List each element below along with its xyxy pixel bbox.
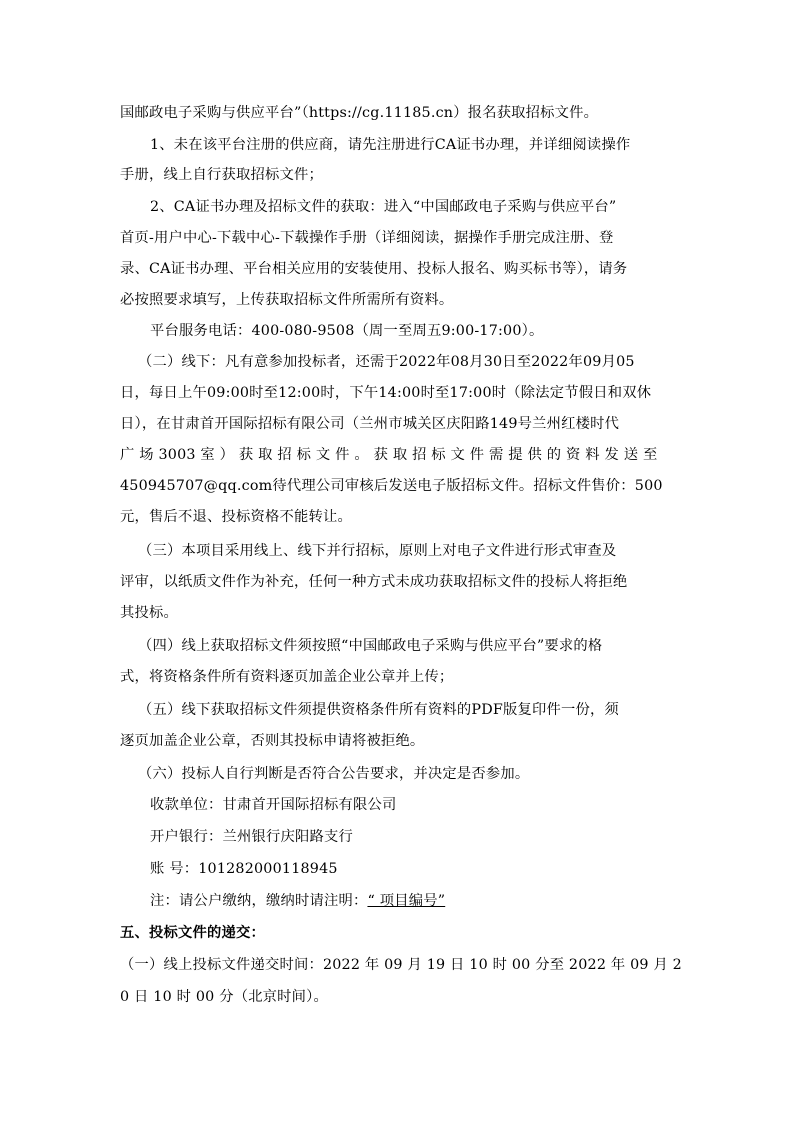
text-line: 式，将资格条件所有资料逐页加盖企业公章并上传； — [120, 669, 454, 685]
text-line: （三）本项目采用线上、线下并行招标，原则上对电子文件进行形式审查及 — [138, 543, 617, 559]
payment-note — [150, 891, 445, 911]
text-line: （五）线下获取招标文件须提供资格条件所有资料的PDF版复印件一份，须 — [138, 702, 620, 718]
text-line: 录、CA证书办理、平台相关应用的安装使用、投标人报名、购买标书等），请务 — [120, 261, 628, 277]
payee-line: 收款单位：甘肃首开国际招标有限公司 — [150, 797, 397, 813]
text-line: 其投标。 — [120, 605, 178, 621]
payment-note-prefix: 注：请公户缴纳，缴纳时请注明： — [150, 893, 368, 909]
section-heading: 五、投标文件的递交： — [120, 925, 265, 941]
text-line: 平台服务电话：400-080-9508（周一至周五9:00-17:00）。 — [150, 323, 544, 339]
text-line: 日，每日上午09:00时至12:00时，下午14:00时至17:00时（除法定节假日和双休 — [120, 385, 652, 401]
text-line: 评审，以纸质文件作为补充，任何一种方式未成功获取招标文件的投标人将拒绝 — [120, 574, 628, 590]
text-line: （四）线上获取招标文件须按照“中国邮政电子采购与供应平台”要求的格 — [138, 638, 603, 654]
text-line: 逐页加盖企业公章，否则其投标申请将被拒绝。 — [120, 733, 425, 749]
text-line: 广 场 3003 室 ） 获 取 招 标 文 件 。 获 取 招 标 文 件 需 提 供 的 资 料 发 送 至 — [120, 447, 658, 463]
text-line: 1、未在该平台注册的供应商，请先注册进行CA证书办理，并详细阅读操作 — [150, 137, 631, 153]
text-line: 首页-用户中心-下载中心-下载操作手册（详细阅读，据操作手册完成注册、登 — [120, 230, 614, 246]
text-line: （六）投标人自行判断是否符合公告要求，并决定是否参加。 — [138, 766, 530, 782]
text-line: （二）线下：凡有意参加投标者，还需于2022年08月30日至2022年09月05 — [138, 354, 635, 370]
submission-time-line: 0 日 10 时 00 分（北京时间）。 — [120, 989, 329, 1005]
payment-note-underlined: “ 项目编号” — [367, 893, 446, 909]
text-line: 手册，线上自行获取招标文件； — [120, 167, 323, 183]
text-line: 元，售后不退、投标资格不能转让。 — [120, 509, 352, 525]
text-line: 日），在甘肃首开国际招标有限公司（兰州市城关区庆阳路149号兰州红楼时代 — [120, 416, 620, 432]
bank-line: 开户银行：兰州银行庆阳路支行 — [150, 829, 353, 845]
submission-time-line: （一）线上投标文件递交时间：2022 年 09 月 19 日 10 时 00 分至 2022 年 09 月 2 — [120, 957, 682, 973]
text-line: 国邮政电子采购与供应平台”（https://cg.11185.cn）报名获取招标文件。 — [120, 105, 599, 121]
text-line: 2、CA证书办理及招标文件的获取：进入“中国邮政电子采购与供应平台” — [150, 199, 617, 215]
account-line: 账 号：101282000118945 — [150, 861, 338, 877]
text-line: 450945707@qq.com待代理公司审核后发送电子版招标文件。招标文件售价：500 — [120, 478, 663, 494]
text-line: 必按照要求填写，上传获取招标文件所需所有资料。 — [120, 292, 454, 308]
